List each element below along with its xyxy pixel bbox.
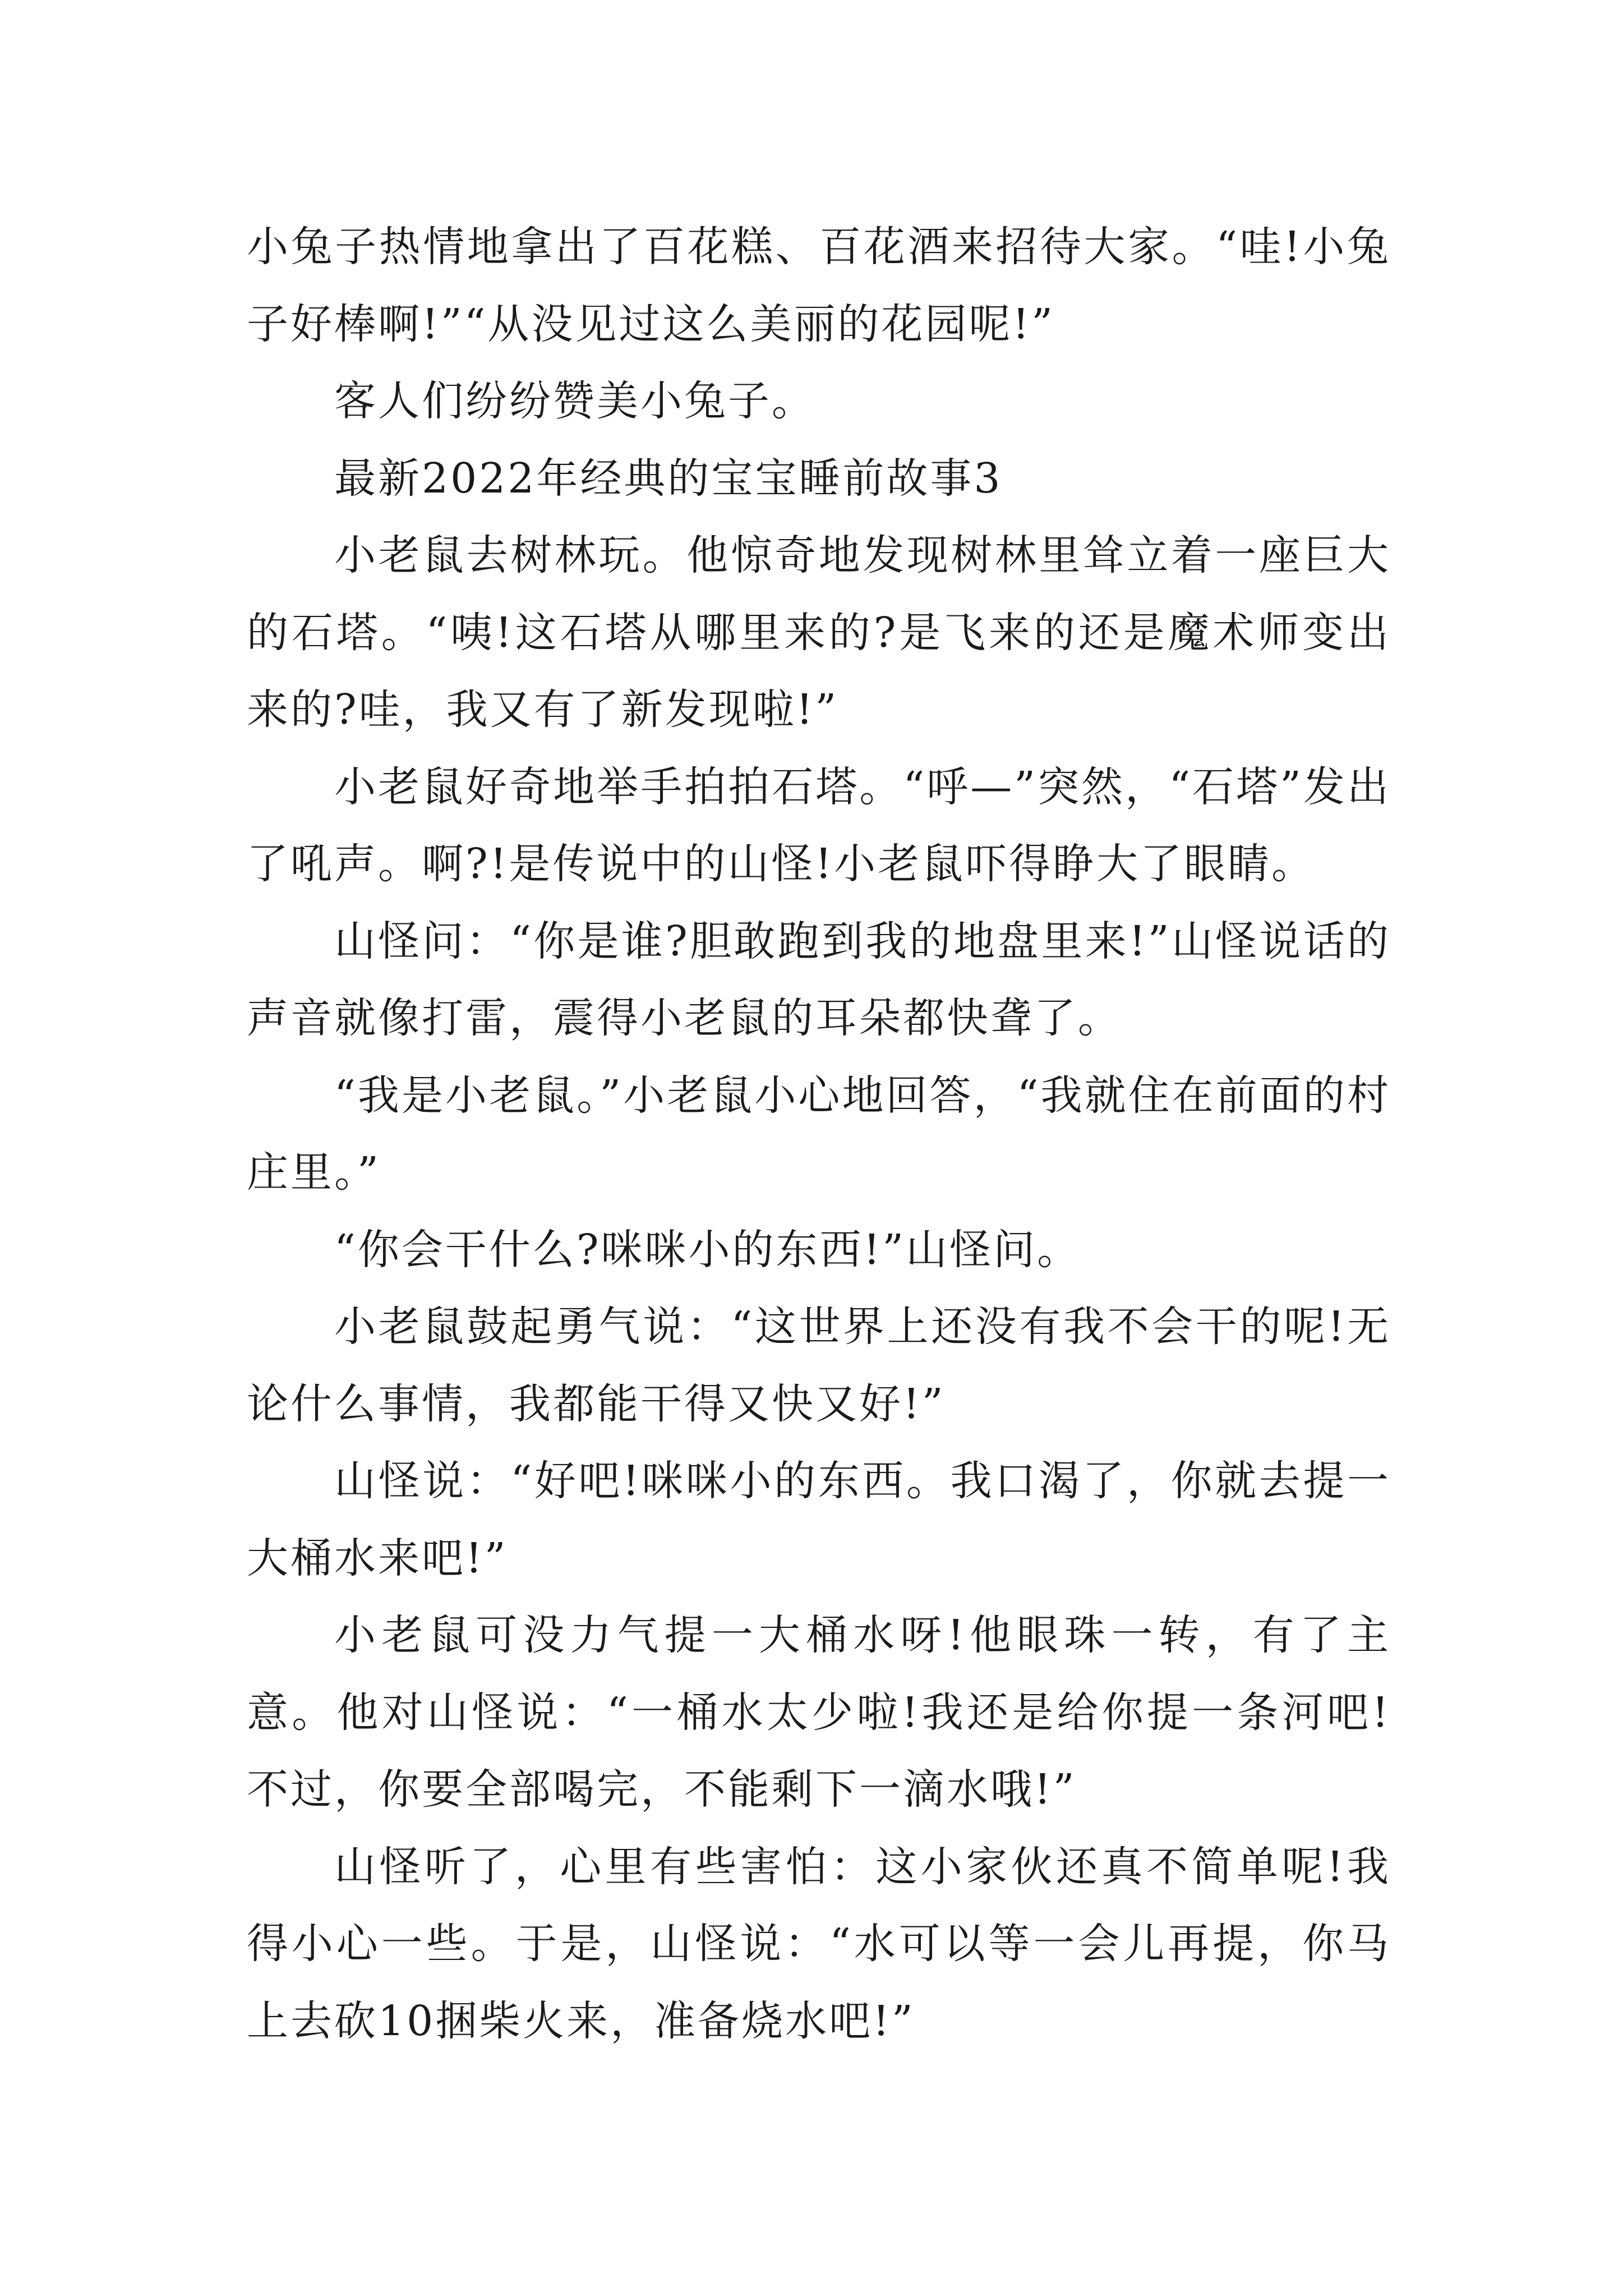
paragraph: 山怪说：“好吧!咪咪小的东西。我口渴了，你就去提一大桶水来吧!”	[247, 1457, 1391, 1582]
paragraph: 小老鼠可没力气提一大桶水呀!他眼珠一转，有了主意。他对山怪说：“一桶水太少啦!我还是给你提一条河吧!不过，你要全部喝完，不能剩下一滴水哦!”	[247, 1611, 1391, 1814]
paragraph: 山怪问：“你是谁?胆敢跑到我的地盘里来!”山怪说话的声音就像打雷，震得小老鼠的耳朵都快聋了。	[247, 917, 1391, 1042]
paragraph: 小老鼠鼓起勇气说：“这世界上还没有我不会干的呢!无论什么事情，我都能干得又快又好!”	[247, 1303, 1391, 1428]
paragraph: 山怪听了，心里有些害怕：这小家伙还真不简单呢!我得小心一些。于是，山怪说：“水可以等一会儿再提，你马上去砍10捆柴火来，准备烧水吧!”	[247, 1842, 1391, 2045]
section-heading: 最新2022年经典的宝宝睡前故事3	[334, 454, 1003, 503]
paragraph: “我是小老鼠。”小老鼠小心地回答，“我就住在前面的村庄里。”	[247, 1071, 1391, 1197]
paragraph: 小兔子热情地拿出了百花糕、百花酒来招待大家。“哇!小兔子好棒啊!”“从没见过这么美丽的花园呢!”	[247, 223, 1391, 348]
body-text	[247, 209, 1391, 2060]
paragraph: 小老鼠好奇地举手拍拍石塔。“呼—”突然，“石塔”发出了吼声。啊?!是传说中的山怪!小老鼠吓得睁大了眼睛。	[247, 762, 1391, 888]
paragraph: 客人们纷纷赞美小兔子。	[334, 377, 815, 425]
paragraph: 小老鼠去树林玩。他惊奇地发现树林里耸立着一座巨大的石塔。“咦!这石塔从哪里来的?是飞来的还是魔术师变出来的?哇，我又有了新发现啦!”	[247, 531, 1391, 734]
paragraph: “你会干什么?咪咪小的东西!”山怪问。	[334, 1225, 1081, 1274]
